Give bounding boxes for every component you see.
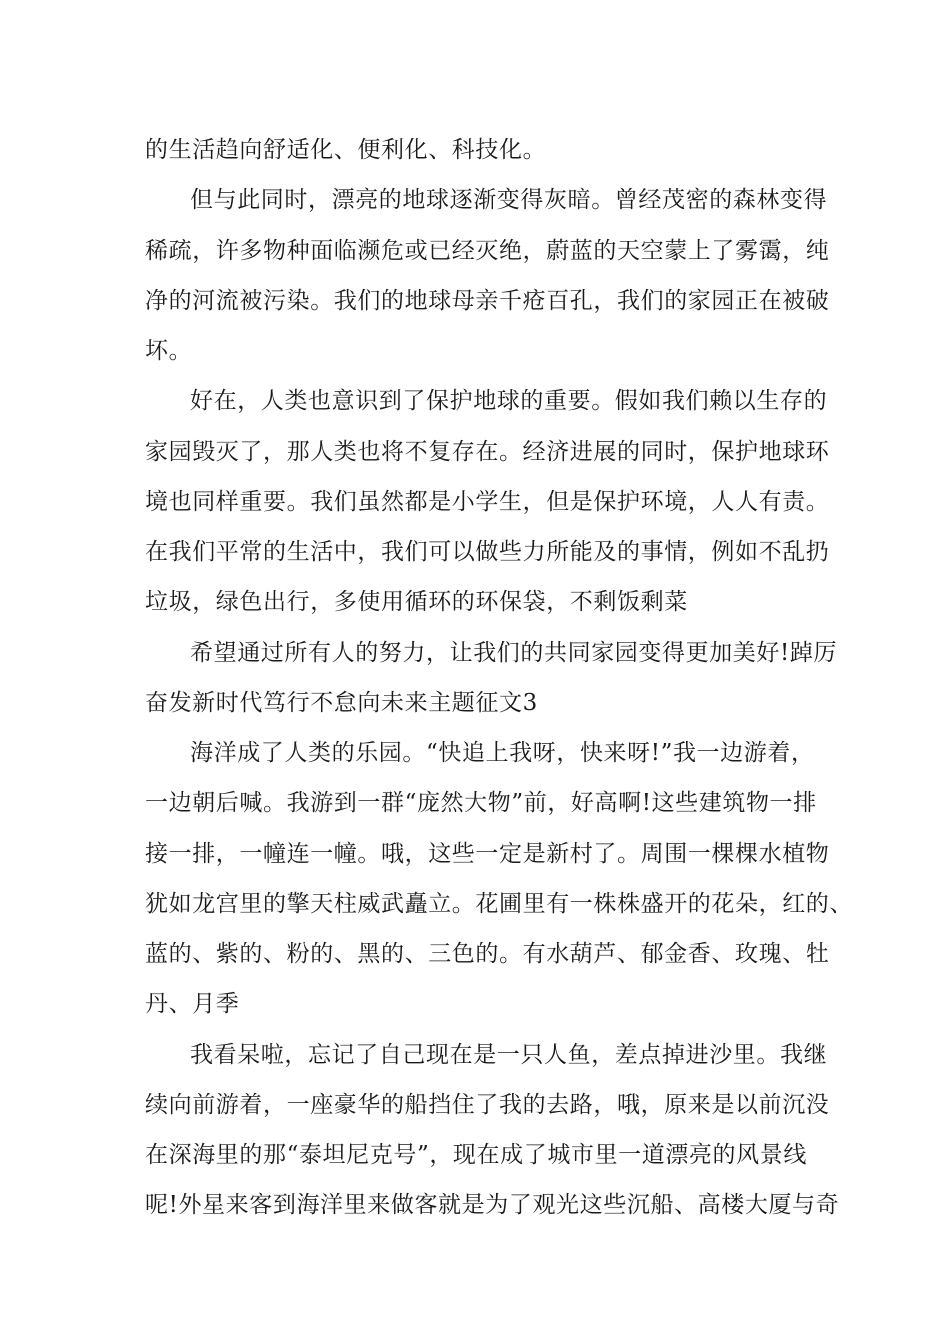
- text-line: 丹、月季: [145, 991, 240, 1017]
- text-line: 续向前游着，一座豪华的船挡住了我的去路，哦，原来是以前沉没: [145, 1092, 830, 1118]
- text-line: 我看呆啦，忘记了自己现在是一只人鱼，差点掉进沙里。我继: [190, 1042, 828, 1068]
- text-line: 蓝的、紫的、粉的、黑的、三色的。有水葫芦、郁金香、玫瑰、牡: [145, 941, 830, 967]
- text-line: 希望通过所有人的努力，让我们的共同家园变得更加美好!踔厉: [190, 640, 838, 666]
- text-line: 奋发新时代笃行不怠向未来主题征文3: [145, 690, 538, 716]
- text-line: 在我们平常的生活中，我们可以做些力所能及的事情，例如不乱扔: [145, 539, 830, 565]
- text-line: 的生活趋向舒适化、便利化、科技化。: [145, 137, 547, 163]
- text-line: 海洋成了人类的乐园。“快追上我呀，快来呀!”我一边游着，: [190, 740, 815, 766]
- text-line: 境也同样重要。我们虽然都是小学生，但是保护环境，人人有责。: [145, 489, 830, 515]
- text-line: 接一排，一幢连一幢。哦，这些一定是新村了。周围一棵棵水植物: [145, 841, 830, 867]
- text-line: 但与此同时，漂亮的地球逐渐变得灰暗。曾经茂密的森林变得: [190, 187, 828, 213]
- text-line: 净的河流被污染。我们的地球母亲千疮百孔，我们的家园正在被破: [145, 288, 830, 314]
- text-line: 在深海里的那“泰坦尼克号”，现在成了城市里一道漂亮的风景线: [145, 1142, 807, 1168]
- text-line: 坏。: [145, 338, 193, 364]
- text-line: 稀疏，许多物种面临濒危或已经灭绝，蔚蓝的天空蒙上了雾霭，纯: [145, 238, 830, 264]
- text-line: 犹如龙宫里的擎天柱威武矗立。花圃里有一株株盛开的花朵，红的、: [145, 891, 853, 917]
- text-line: 家园毁灭了，那人类也将不复存在。经济进展的同时，保护地球环: [145, 439, 830, 465]
- text-line: 垃圾，绿色出行，多使用循环的环保袋，不剩饭剩菜: [145, 589, 688, 615]
- text-line: 好在，人类也意识到了保护地球的重要。假如我们赖以生存的: [190, 388, 828, 414]
- text-line: 一边朝后喊。我游到一群“庞然大物”前，好高啊!这些建筑物一排: [145, 790, 817, 816]
- text-line: 呢!外星来客到海洋里来做客就是为了观光这些沉船、高楼大厦与奇: [145, 1192, 840, 1218]
